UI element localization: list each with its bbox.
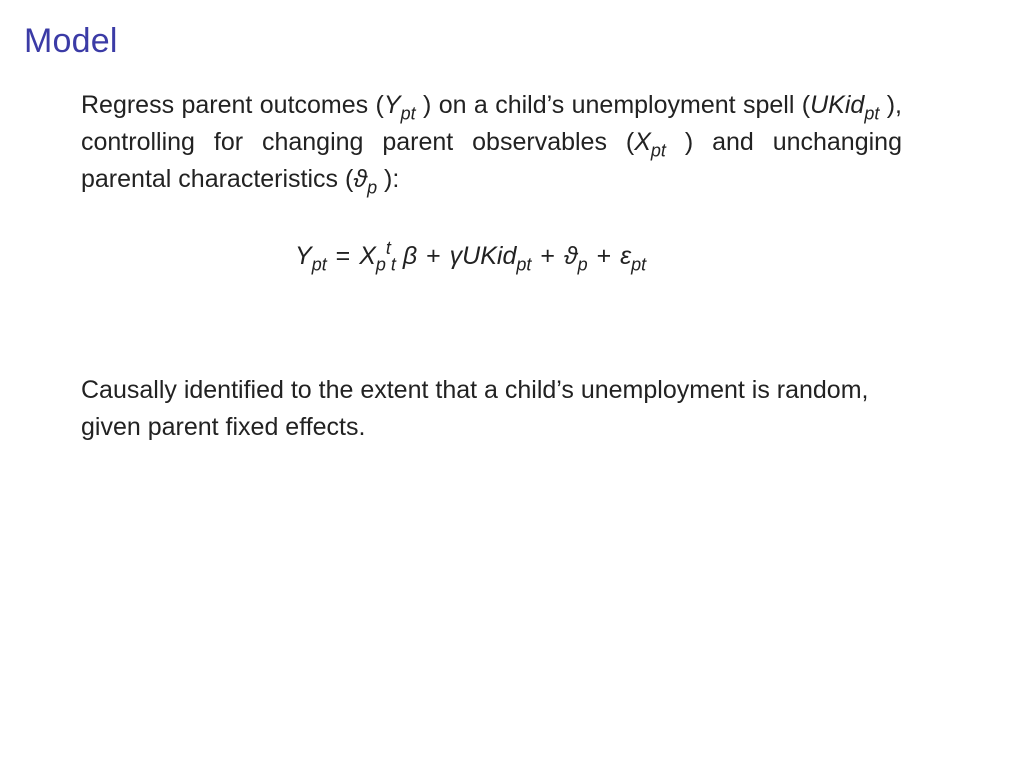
eq-ukid-subscript: pt <box>516 254 532 275</box>
fixed-effect-subscript: p <box>367 177 378 198</box>
eq-equals: = <box>328 242 358 270</box>
intro-text-4: ) and unchanging parental characteristics ( <box>81 128 902 193</box>
eq-observables: X <box>359 242 376 270</box>
eq-gamma-ukid: γUKid <box>449 242 517 270</box>
eq-observables-superscript: t <box>385 238 391 259</box>
fixed-effect-symbol: ϑ <box>353 165 368 193</box>
regression-equation <box>295 238 646 275</box>
eq-fixed-effect: ϑ <box>563 242 578 270</box>
eq-fixed-effect-subscript: p <box>577 254 588 275</box>
outcome-symbol: Y <box>383 91 401 119</box>
slide-title: Model <box>24 22 118 60</box>
observables-subscript: pt <box>650 140 666 161</box>
eq-outcome: Y <box>295 242 312 270</box>
intro-text-1: Regress parent outcomes ( <box>81 91 384 119</box>
outcome-subscript: pt <box>400 103 416 124</box>
conclusion-paragraph: Causally identified to the extent that a child’s unemployment is random, given parent fixed effects. <box>81 376 869 441</box>
eq-error: ε <box>620 242 632 270</box>
eq-error-subscript: pt <box>631 254 647 275</box>
observables-symbol: X <box>634 128 651 156</box>
eq-plus-3: + <box>589 242 619 270</box>
intro-paragraph <box>81 87 902 198</box>
eq-plus-1: + <box>419 242 448 270</box>
eq-observables-subscript: p <box>375 254 386 275</box>
eq-observables-subscript-2: t <box>390 254 396 275</box>
eq-beta: β <box>395 242 418 270</box>
eq-plus-2: + <box>533 242 562 270</box>
ukid-symbol: UKid <box>810 91 865 119</box>
intro-text-3: ), controlling for changing parent observables ( <box>81 91 902 156</box>
ukid-subscript: pt <box>864 103 880 124</box>
intro-text-2: ) on a child’s unemployment spell ( <box>415 91 811 119</box>
intro-text-5: ): <box>377 165 400 193</box>
eq-outcome-subscript: pt <box>311 254 327 275</box>
